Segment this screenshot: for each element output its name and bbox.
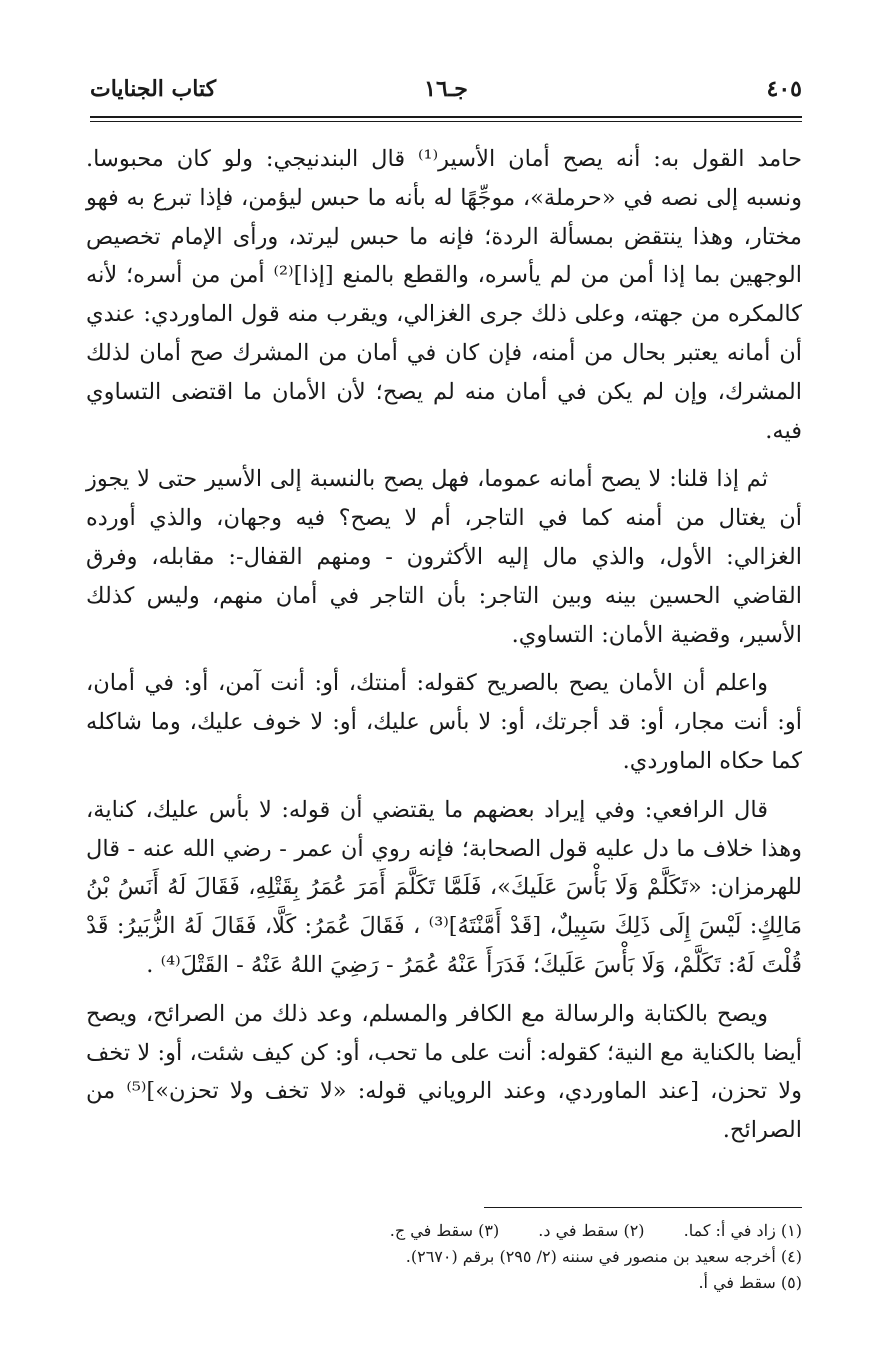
footnote-3: (٣) سقط في ج. bbox=[389, 1221, 500, 1240]
footnote-row bbox=[202, 1218, 802, 1244]
header-rule-thick bbox=[90, 116, 802, 118]
footnote-5: (٥) سقط في أ. bbox=[698, 1273, 802, 1292]
paragraph: قال الرافعي: وفي إيراد بعضهم ما يقتضي أن قوله: لا بأس عليك، كناية، وهذا خلاف ما دل عليه قول الصحابة؛ فإنه روي أن عمر - رضي الله عنه - قال للهرمزان: «تَكَلَّمْ وَلَا بَأْسَ عَلَيكَ»، فَلَمَّا تَكَلَّمَ أَمَرَ عُمَرُ بِقَتْلِهِ، فَقَالَ لَهُ أَنَسُ بْنُ مَالِكٍ: لَيْسَ إِلَى ذَلِكَ سَبِيلٌ، [قَدْ أَمَّنْتَهُ]⁽³⁾ ، فَقَالَ عُمَرُ: كَلَّا، فَقَالَ لَهُ الزُّبَيرُ: قَدْ قُلْتَ لَهُ: تَكَلَّمْ، وَلَا بَأْسَ عَلَيكَ؛ فَدَرَأَ عَنْهُ عُمَرُ - رَضِيَ اللهُ عَنْهُ - القَتْلَ⁽⁴⁾ . bbox=[86, 796, 802, 978]
running-header bbox=[90, 76, 802, 110]
main-text bbox=[86, 140, 802, 1160]
footnote-1: (١) زاد في أ: كما. bbox=[683, 1221, 802, 1240]
paragraph: ويصح بالكتابة والرسالة مع الكافر والمسلم، وعد ذلك من الصرائح، ويصح أيضا بالكناية مع النية؛ كقوله: أنت على ما تحب، أو: كن كيف شئت، أو: لا تخف ولا تحزن، [عند الماوردي، وعند الروياني قوله: «لا تخف ولا تحزن»]⁽⁵⁾ من الصرائح. bbox=[86, 1000, 803, 1144]
header-rule-thin bbox=[90, 121, 802, 122]
footnote-2: (٢) سقط في د. bbox=[538, 1221, 645, 1240]
paragraph: حامد القول به: أنه يصح أمان الأسير⁽¹⁾ قال البندنيجي: ولو كان محبوسا. ونسبه إلى نصه في «حرملة»، موجِّهًا له بأنه ما حبس ليؤمن، فإذا تبرع به فهو مختار، وهذا ينتقض بمسألة الردة؛ فإنه ما حبس ليرتد، ورأى الإمام تخصيص الوجهين بما إذا أمن من لم يأسره، والقطع بالمنع [إذا]⁽²⁾ أمن من أسره؛ لأنه كالمكره من جهته، وعلى ذلك جرى الغزالي، ويقرب منه قول الماوردي: عندي أن أمانه يعتبر بحال من أمنه، فإن كان في أمان من المشرك صح أمان لذلك المشرك، وإن لم يكن في أمان منه لم يصح؛ لأن الأمان ما اقتضى التساوي فيه. bbox=[86, 146, 802, 444]
book-title: كتاب الجنايات bbox=[90, 76, 217, 102]
volume-number: جـ١٦ bbox=[424, 76, 468, 102]
footnote-4: (٤) أخرجه سعيد بن منصور في سننه (٢/ ٢٩٥) برقم (٢٦٧٠). bbox=[405, 1247, 802, 1266]
paragraph: واعلم أن الأمان يصح بالصريح كقوله: أمنتك، أو: أنت آمن، أو: في أمان، أو: أنت مجار، أو: قد أجرتك، أو: لا بأس عليك، أو: لا خوف عليك، وما شاكله كما حكاه الماوردي. bbox=[86, 670, 802, 774]
page-number: ٤٠٥ bbox=[766, 76, 802, 102]
footnote-separator bbox=[484, 1207, 802, 1208]
footnotes bbox=[202, 1218, 802, 1296]
paragraph: ثم إذا قلنا: لا يصح أمانه عموما، فهل يصح بالنسبة إلى الأسير حتى لا يجوز أن يغتال من أمنه كما في التاجر، أم لا يصح؟ فيه وجهان، والذي أورده الغزالي: الأول، والذي مال إليه الأكثرون - ومنهم القفال-: مقابله، وفرق القاضي الحسين بينه وبين التاجر: بأن التاجر في أمان منهم، وليس كذلك الأسير، وقضية الأمان: التساوي. bbox=[86, 466, 802, 648]
